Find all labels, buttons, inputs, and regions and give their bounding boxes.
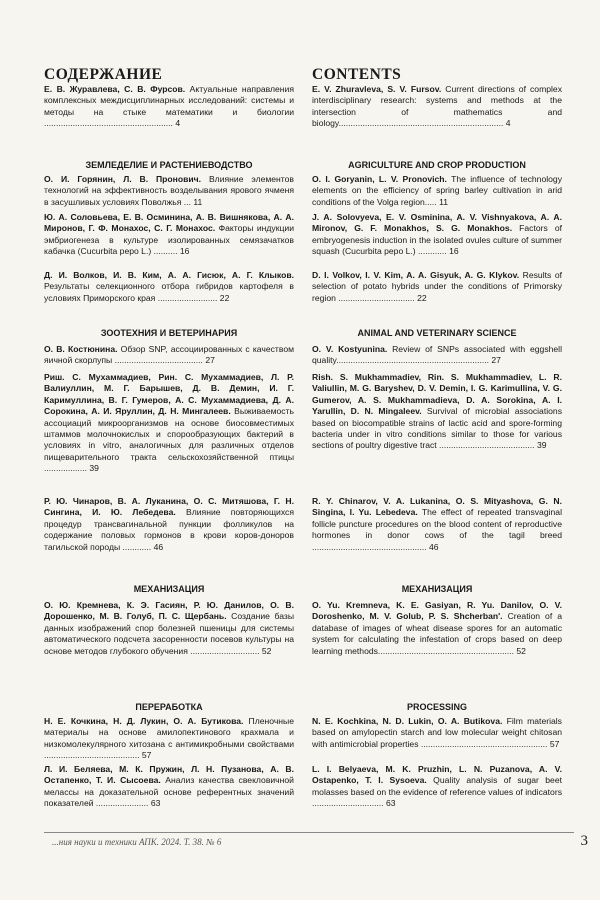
ru-s4e2-text: Анализ качества свекловичной мелассы на доказательной основе референтных значений показателей ...................... 63: [44, 775, 294, 809]
en-s1e3-authors: D. I. Volkov, I. V. Kim, A. A. Gisyuk, A. G. Klykov.: [312, 270, 520, 280]
en-s4-entry-2[interactable]: [312, 764, 562, 810]
page-footer: [44, 832, 588, 853]
ru-s2-entry-1[interactable]: [44, 344, 294, 367]
ru-intro-entry[interactable]: [44, 84, 294, 130]
ru-s1e1-authors: О. И. Горянин, Л. В. Пронович.: [44, 174, 202, 184]
ru-section-mechanization: МЕХАНИЗАЦИЯ: [133, 584, 205, 594]
ru-s1-entry-3[interactable]: [44, 270, 294, 304]
ru-title: СОДЕРЖАНИЕ: [44, 66, 163, 83]
en-title: CONTENTS: [312, 66, 402, 83]
en-s1e1-authors: O. I. Goryanin, L. V. Pronovich.: [312, 174, 447, 184]
en-section-animal: ANIMAL AND VETERINARY SCIENCE: [357, 328, 517, 338]
ru-s2-entry-3[interactable]: [44, 496, 294, 553]
en-intro-text: Current directions of complex interdisciplinary research: systems and methods at the intersection of mathematics and biology..................................................................... 4: [312, 84, 562, 129]
ru-s2e1-authors: О. В. Костюнина.: [44, 344, 118, 354]
en-s2e3-text: The effect of repeated transvaginal follicle puncture procedures on the blood content of reproductive hormones in donor cows of the tagil breed ................................................ 46: [312, 507, 562, 552]
ru-s1-entry-2[interactable]: [44, 212, 294, 258]
ru-s1e2-text: Факторы индукции эмбриогенеза в культуре изолированных семязачатков кабачка (Cucurbita pepo L.) .......... 16: [44, 223, 294, 257]
ru-s2e3-text: Влияние повторяющихся процедур трансвагинальной пункции фолликулов на содержание половых гормонов в крови коров-доноров тагильской породы ............ 46: [44, 507, 294, 552]
en-s1-entry-2[interactable]: [312, 212, 562, 258]
en-s1e2-authors: J. A. Solovyeva, E. V. Osminina, A. V. Vishnyakova, A. A. Mironov, G. F. Monakhos, S. G. Monakhos.: [312, 212, 562, 234]
ru-s2e2-text: Выживаемость ассоциаций микроорганизмов на основе биосовместимых штаммов молочнокислых и спорообразующих бактерий в условиях in vitro, аналогичных для различных отделов пищеварительного тракта сельскохозяйственной птицы .................. 39: [44, 406, 294, 474]
ru-s2e2-authors: Риш. С. Мухаммадиев, Рин. С. Мухаммадиев, Л. Р. Валиуллин, М. Г. Барышев, Д. В. Демин, И. Г. Каримуллина, В. Г. Гумеров, А. С. Мухаммадиева, Д. А. Сорокина, А. И. Яруллин, Д. Н. Мингалеев.: [44, 372, 294, 417]
ru-s4e1-authors: Н. Е. Кочкина, Н. Д. Лукин, О. А. Бутикова.: [44, 716, 244, 726]
page-number: 3: [580, 833, 588, 849]
ru-s2e1-text: Обзор SNP, ассоциированных с качеством яичной скорлупы ..................................... 27: [44, 344, 295, 366]
en-s1e2-text: Factors of embryogenesis induction in the isolated ovules culture of summer squash (Cucurbita pepo L.) ............ 16: [312, 223, 562, 257]
ru-s3-entry-1[interactable]: [44, 600, 294, 657]
ru-s1e2-authors: Ю. А. Соловьева, Е. В. Осминина, А. В. Вишнякова, А. А. Миронов, Г. Ф. Монахос, С. Г. Монахос.: [44, 212, 294, 234]
en-s4e2-text: Quality analysis of sugar beet molasses based on the evidence of reference values of indicators .............................. 63: [312, 775, 562, 809]
en-s4e2-authors: L. I. Belyaeva, M. K. Pruzhin, L. N. Puzanova, A. V. Ostapenko, T. I. Sysoeva.: [312, 764, 562, 786]
ru-intro-text: Актуальные направления комплексных междисциплинарных исследований: системы и методы на стыке математики и биологии ...................................................... 4: [44, 84, 294, 129]
en-s1-entry-1[interactable]: [312, 174, 562, 208]
ru-s1-entry-1[interactable]: [44, 174, 294, 208]
en-s1e3-text: Results of selection of potato hybrids under the conditions of Primorsky region ................................ 22: [312, 270, 562, 303]
en-s2e3-authors: R. Y. Chinarov, V. A. Lukanina, O. S. Mityashova, G. N. Singina, I. Yu. Lebedeva.: [312, 496, 562, 518]
en-s1-entry-3[interactable]: [312, 270, 562, 304]
en-s2e1-text: Review of SNPs associated with eggshell quality................................................................ 27: [312, 344, 562, 366]
en-section-mechanization: МЕХАНИЗАЦИЯ: [401, 584, 473, 594]
ru-s1e1-text: Влияние элементов технологий на эффективность возделывания ярового ячменя в засушливых условиях Поволжья ... 11: [44, 174, 294, 207]
ru-intro-authors: Е. В. Журавлева, С. В. Фурсов.: [44, 84, 186, 94]
journal-citation: ...ния науки и техники АПК. 2024. Т. 38. № 6: [52, 837, 222, 847]
ru-s4-entry-1[interactable]: [44, 716, 294, 762]
en-s3e1-authors: O. Yu. Kremneva, K. E. Gasiyan, R. Yu. Danilov, O. V. Doroshenko, M. V. Golub, P. S. Shcherban'.: [312, 600, 562, 622]
en-s4e1-text: Film materials based on amylopectin starch and low molecular weight chitosan with antimicrobial properties ..................................................... 57: [312, 716, 562, 749]
en-s2e1-authors: O. V. Kostyunina.: [312, 344, 388, 354]
en-s2-entry-2[interactable]: [312, 372, 562, 452]
ru-s1e3-authors: Д. И. Волков, И. В. Ким, А. А. Гисюк, А. Г. Клыков.: [44, 270, 294, 280]
en-intro-authors: E. V. Zhuravleva, S. V. Fursov.: [312, 84, 442, 94]
ru-section-agriculture: ЗЕМЛЕДЕЛИЕ И РАСТЕНИЕВОДСТВО: [85, 160, 253, 170]
en-s3e1-text: Creation of a database of images of wheat disease spores for an automatic system for calculating the infestation of crops based on deep learning methods......................................................... 52: [312, 611, 562, 656]
ru-s2e3-authors: Р. Ю. Чинаров, В. А. Луканина, О. С. Митяшова, Г. Н. Сингина, И. Ю. Лебедева.: [44, 496, 294, 518]
ru-s3e1-text: Создание базы данных изображений спор болезней пшеницы для системы автоматического подсчета засоренности посевов культуры на основе методов глубокого обучения ............................. 52: [44, 611, 295, 656]
en-s4-entry-1[interactable]: [312, 716, 562, 750]
en-s4e1-authors: N. E. Kochkina, N. D. Lukin, O. A. Butikova.: [312, 716, 503, 726]
ru-s4e2-authors: Л. И. Беляева, М. К. Пружин, Л. Н. Пузанова, А. В. Остапенко, Т. И. Сысоева.: [44, 764, 294, 786]
ru-s2-entry-2[interactable]: [44, 372, 294, 475]
en-s3-entry-1[interactable]: [312, 600, 562, 657]
ru-section-processing: ПЕРЕРАБОТКА: [135, 702, 203, 712]
english-column: [312, 60, 564, 840]
ru-s3e1-authors: О. Ю. Кремнева, К. Э. Гасиян, Р. Ю. Данилов, О. В. Дорошенко, М. В. Голуб, П. С. Щербань.: [44, 600, 294, 622]
ru-s1e3-text: Результаты селекционного отбора гибридов картофеля в условиях Приморского края ......................... 22: [44, 281, 294, 303]
en-s2e2-text: Survival of microbial associations based on biocompatible strains of lactic acid and spore-forming bacteria under in vitro conditions similar to those for various sections of poultry digestive tract ........................................ 39: [312, 406, 562, 451]
en-intro-entry[interactable]: [312, 84, 562, 130]
en-s2-entry-1[interactable]: [312, 344, 562, 367]
en-s2e2-authors: Rish. S. Mukhammadiev, Rin. S. Mukhammadiev, L. R. Valiullin, M. G. Baryshev, D. V. Demin, I. G. Karimullina, V. G. Gumerov, A. S. Mukhammadieva, D. A. Sorokina, A. I. Yarullin, D. N. Mingaleev.: [312, 372, 562, 417]
en-section-processing: PROCESSING: [406, 702, 467, 712]
ru-s4-entry-2[interactable]: [44, 764, 294, 810]
russian-column: [44, 60, 296, 840]
en-section-agriculture: AGRICULTURE AND CROP PRODUCTION: [348, 160, 526, 170]
en-s2-entry-3[interactable]: [312, 496, 562, 553]
ru-s4e1-text: Пленочные материалы на основе амилопектинового крахмала и низкомолекулярного хитозана с антимикробными свойствами ........................................ 57: [44, 716, 295, 761]
ru-section-zootechnics: ЗООТЕХНИЯ И ВЕТЕРИНАРИЯ: [100, 328, 238, 338]
en-s1e1-text: The influence of technology elements on the efficiency of spring barley cultivation in arid conditions of the Volga region..... 11: [312, 174, 562, 207]
